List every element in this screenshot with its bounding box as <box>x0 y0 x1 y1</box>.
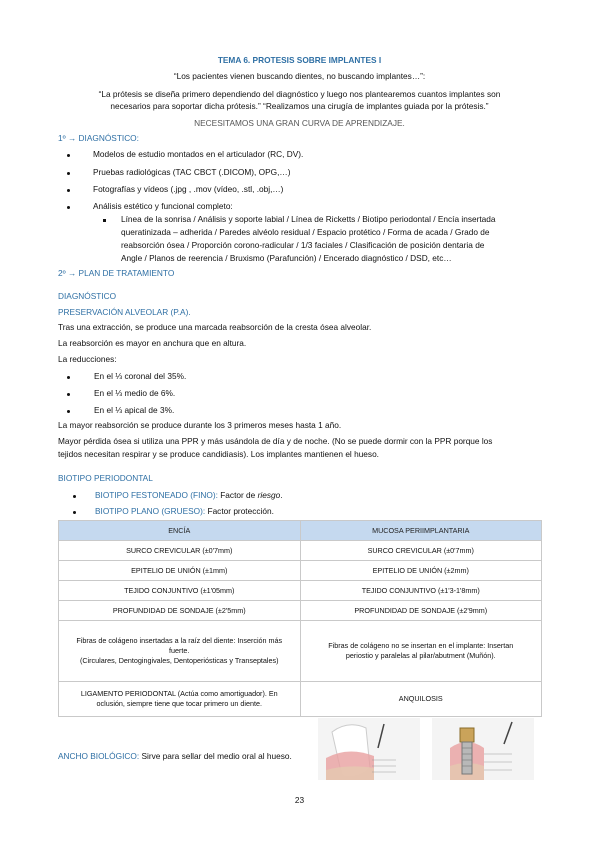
table-cell: EPITELIO DE UNIÓN (±1mm) <box>59 561 301 581</box>
diagnostico-heading: DIAGNÓSTICO <box>58 291 117 301</box>
table-cell: PROFUNDIDAD DE SONDAJE (±2'9mm) <box>300 601 542 621</box>
reduction-2: En el ⅓ medio de 6%. <box>94 388 176 398</box>
table-cell: PROFUNDIDAD DE SONDAJE (±2'5mm) <box>59 601 301 621</box>
quote-2a: “La prótesis se diseña primero dependiendo del diagnóstico y luego nos plantearemos cuantos implantes son <box>98 89 501 99</box>
bullet <box>73 511 76 514</box>
analysis-line-1: Línea de la sonrisa / Análisis y soporte labial / Línea de Ricketts / Biotipo periodontal / Encía insertada <box>121 214 496 224</box>
paragraph-5b: tejidos necesitan respirar y se produce candidiasis). Los implantes mantienen el hueso. <box>58 449 379 459</box>
paragraph-3: La reducciones: <box>58 354 117 364</box>
fibras-encia-cell: Fibras de colágeno insertadas a la raíz del diente: Inserción más fuerte. (Circulares, Dentogingivales, Dentoperiósticas y Transeptales) <box>59 621 301 682</box>
table-row <box>59 561 542 581</box>
doc-title: TEMA 6. PROTESIS SOBRE IMPLANTES I <box>217 55 382 65</box>
table-cell: EPITELIO DE UNIÓN (±2mm) <box>300 561 542 581</box>
biotipo-plano: BIOTIPO PLANO (GRUESO): Factor protección. <box>95 506 274 516</box>
sub-bullet <box>103 219 106 222</box>
section-2-heading: 2º → PLAN DE TRATAMIENTO <box>58 268 175 278</box>
bullet <box>67 172 70 175</box>
section-1-heading: 1º → DIAGNÓSTICO: <box>58 133 139 143</box>
ancho-biologico: ANCHO BIOLÓGICO: Sirve para sellar del medio oral al hueso. <box>58 751 292 761</box>
bullet <box>67 154 70 157</box>
bullet <box>67 410 70 413</box>
table-row <box>59 682 542 717</box>
ligamento-cell: LIGAMENTO PERIODONTAL (Actúa como amortiguador). En oclusión, siempre tiene que tocar primero un diente. <box>59 682 301 717</box>
paragraph-2: La reabsorción es mayor en anchura que en altura. <box>58 338 247 348</box>
table-cell: TEJIDO CONJUNTIVO (±1'05mm) <box>59 581 301 601</box>
implant-diagram-image <box>432 718 534 780</box>
table-header-encia: ENCÍA <box>59 521 301 541</box>
comparison-table <box>58 520 542 717</box>
fibras-mucosa-cell: Fibras de colágeno no se insertan en el implante: Insertan periostio y paralelas al pilar/abutment (Muñón). <box>300 621 542 682</box>
paragraph-1: Tras una extracción, se produce una marcada reabsorción de la cresta ósea alveolar. <box>58 322 372 332</box>
analysis-line-2: queratinizada – adherida / Paredes alvéolo residual / Espacio protético / Forma de acada / Grado de <box>121 227 490 237</box>
paragraph-5a: Mayor pérdida ósea si utiliza una PPR y más usándola de día y de noche. (No se puede dormir con la PPR porque los <box>58 436 493 446</box>
bullet <box>67 393 70 396</box>
bullet <box>67 376 70 379</box>
table-cell: TEJIDO CONJUNTIVO (±1'3-1'8mm) <box>300 581 542 601</box>
biotipo-festoneado: BIOTIPO FESTONEADO (FINO): Factor de riesgo. <box>95 490 283 500</box>
table-row <box>59 581 542 601</box>
bullet <box>67 189 70 192</box>
table-cell: SURCO CREVICULAR (±0'7mm) <box>59 541 301 561</box>
diag-item-1: Modelos de estudio montados en el articulador (RC, DV). <box>93 149 304 159</box>
table-row <box>59 621 542 682</box>
tooth-diagram-image <box>318 718 420 780</box>
curve-note: NECESITAMOS UNA GRAN CURVA DE APRENDIZAJE. <box>194 118 405 128</box>
diag-item-3: Fotografías y vídeos (.jpg , .mov (vídeo, .stl, .obj,…) <box>93 184 284 194</box>
reduction-3: En el ⅓ apical de 3%. <box>94 405 175 415</box>
diag-item-2: Pruebas radiológicas (TAC CBCT (.DICOM), OPG,…) <box>93 167 291 177</box>
table-row <box>59 601 542 621</box>
table-cell: SURCO CREVICULAR (±0'7mm) <box>300 541 542 561</box>
table-header-mucosa: MUCOSA PERIIMPLANTARIA <box>300 521 542 541</box>
paragraph-4: La mayor reabsorción se produce durante los 3 primeros meses hasta 1 año. <box>58 420 342 430</box>
diag-item-4: Análisis estético y funcional completo: <box>93 201 233 211</box>
preservacion-heading: PRESERVACIÓN ALVEOLAR (P.A). <box>58 307 191 317</box>
anquilosis-cell: ANQUILOSIS <box>300 682 542 717</box>
analysis-line-3: reabsorción ósea / Proporción corono-radicular / 1/3 faciales / Clasificación de posición dentaria de <box>121 240 485 250</box>
quote-1: “Los pacientes vienen buscando dientes, no buscando implantes…”: <box>173 71 426 81</box>
bullet <box>73 495 76 498</box>
page-number: 23 <box>294 795 305 805</box>
quote-2b: necesarios para soportar dicha prótesis.” “Realizamos una cirugía de implantes guiada por la prótesis.” <box>110 101 489 111</box>
biotipo-heading: BIOTIPO PERIODONTAL <box>58 473 153 483</box>
reduction-1: En el ⅓ coronal del 35%. <box>94 371 187 381</box>
analysis-line-4: Angle / Planos de reerencia / Bruxismo (Parafunción) / Encerado diagnóstico / DSD, etc… <box>121 253 452 263</box>
bullet <box>67 206 70 209</box>
table-row <box>59 541 542 561</box>
